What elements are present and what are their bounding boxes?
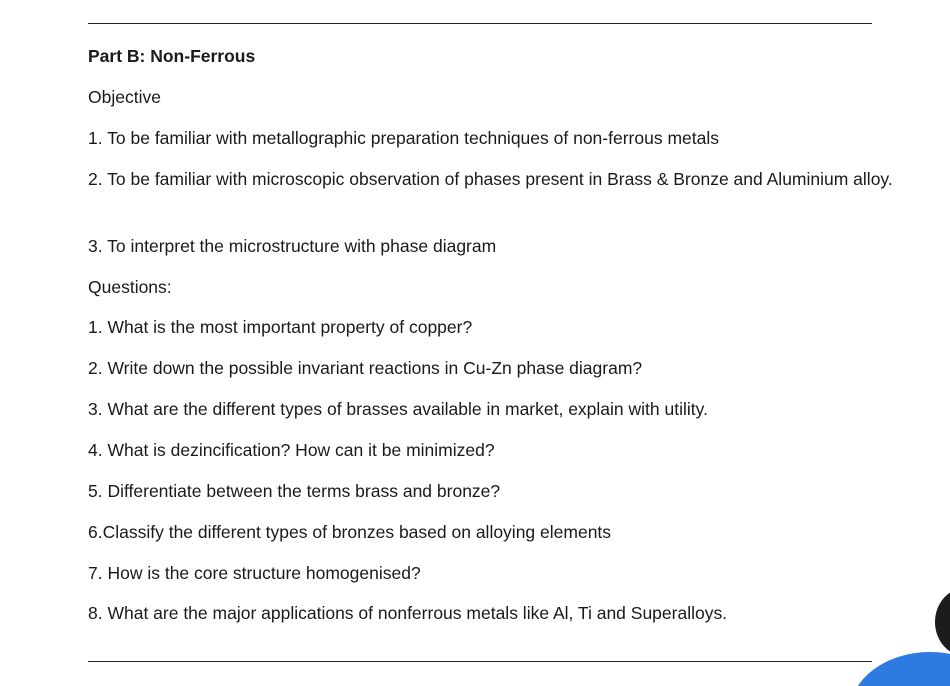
question-item-5: 5. Differentiate between the terms brass and bronze? [88, 481, 501, 501]
section-title: Part B: Non-Ferrous [88, 46, 256, 66]
question-item-2: 2. Write down the possible invariant reactions in Cu-Zn phase diagram? [88, 358, 643, 378]
objective-heading: Objective [88, 87, 161, 107]
floating-action-button-dark[interactable] [935, 588, 950, 656]
floating-action-button-blue[interactable] [850, 652, 950, 686]
question-item-1: 1. What is the most important property of copper? [88, 317, 473, 337]
question-item-7: 7. How is the core structure homogenised? [88, 563, 421, 583]
question-item-3: 3. What are the different types of brasses available in market, explain with utility. [88, 399, 708, 419]
objective-item-2: 2. To be familiar with microscopic observation of phases present in Brass & Bronze and Aluminium alloy. [88, 169, 893, 189]
question-item-6: 6.Classify the different types of bronzes based on alloying elements [88, 522, 612, 542]
top-divider [88, 23, 872, 24]
questions-heading: Questions: [88, 277, 172, 297]
objective-item-3: 3. To interpret the microstructure with phase diagram [88, 236, 497, 256]
question-item-8: 8. What are the major applications of nonferrous metals like Al, Ti and Superalloys. [88, 603, 728, 623]
objective-item-1: 1. To be familiar with metallographic preparation techniques of non-ferrous metals [88, 128, 719, 148]
bottom-divider [88, 661, 872, 662]
question-item-4: 4. What is dezincification? How can it be minimized? [88, 440, 495, 460]
